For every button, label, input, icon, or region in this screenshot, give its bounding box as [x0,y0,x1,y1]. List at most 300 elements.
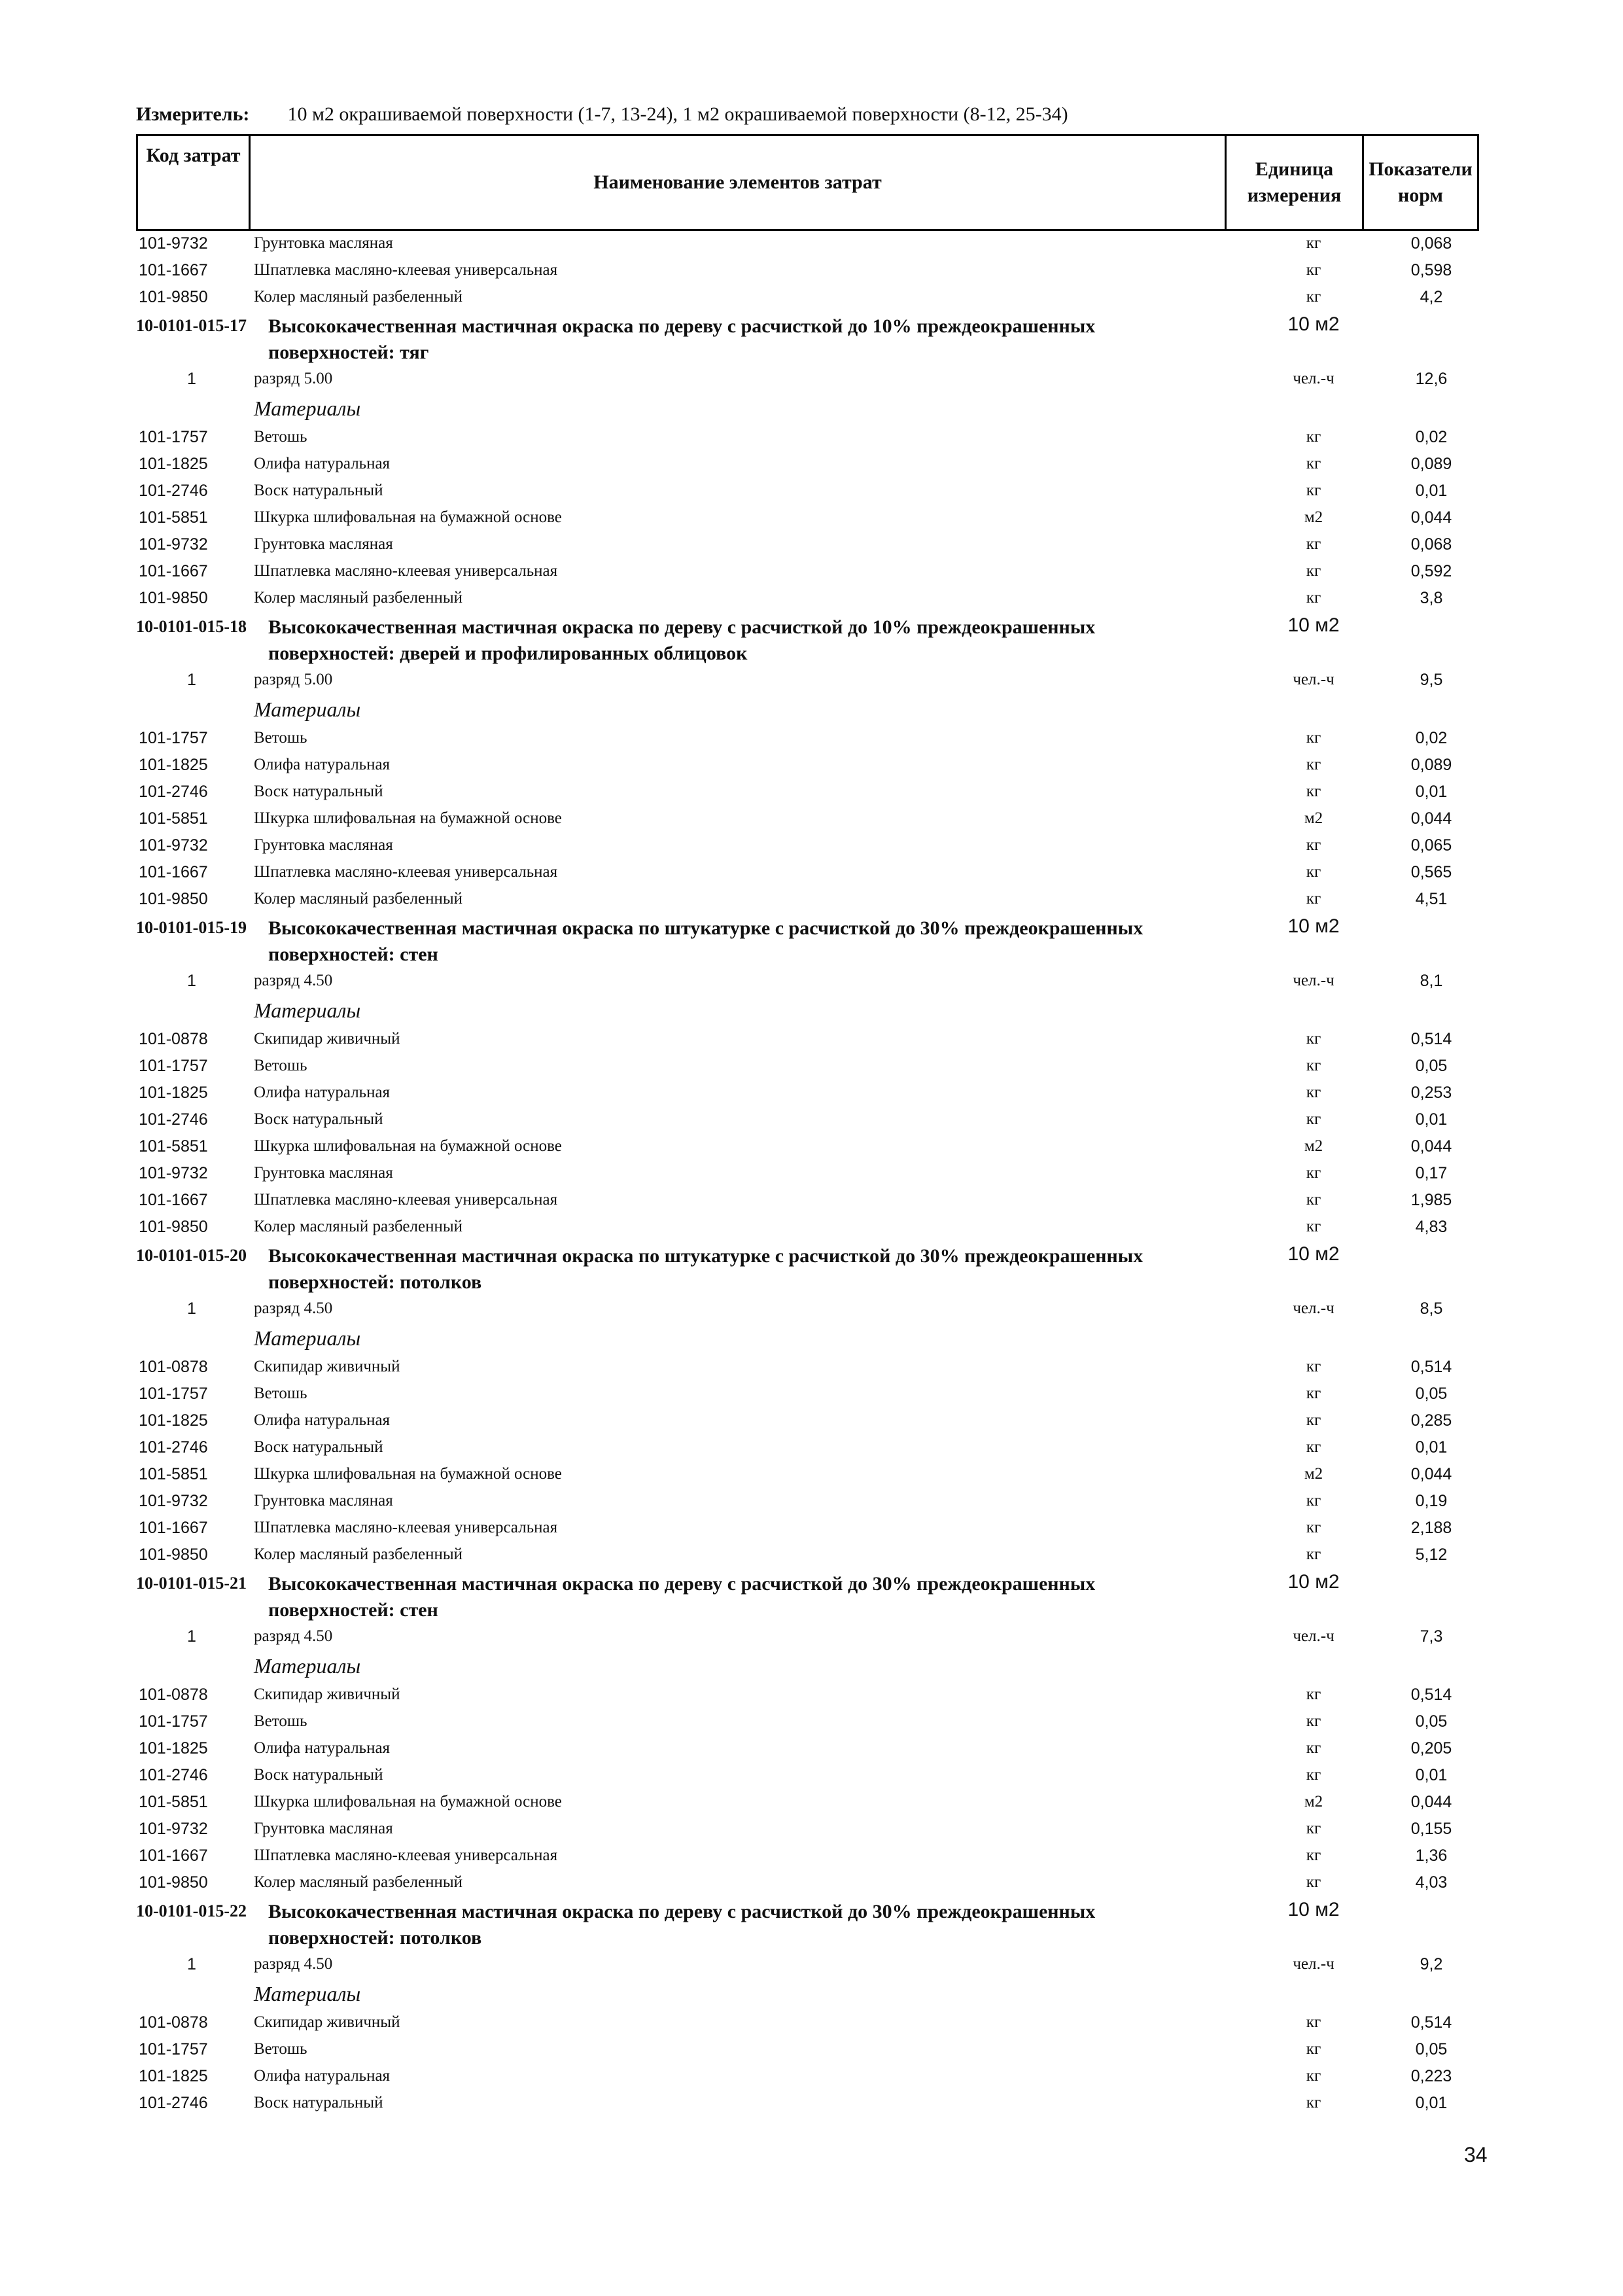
item-name: Воск натуральный [254,2094,383,2111]
item-code: 101-1825 [139,1084,208,1102]
item-name: Скипидар живичный [254,2013,400,2031]
item-norm-value: 0,044 [1410,1793,1452,1811]
item-norm-value: 0,155 [1410,1820,1452,1838]
table-row [136,885,1477,911]
item-name: Шпатлевка масляно-клеевая универсальная [254,261,558,279]
item-norm-value: 0,01 [1415,2094,1448,2112]
item-code: 101-9732 [139,1164,208,1182]
table-row [136,1761,1477,1788]
item-name: Колер масляный разбеленный [254,1218,463,1235]
item-unit: кг [1306,1164,1321,1182]
item-norm-value: 0,17 [1415,1164,1448,1182]
page-number: 34 [1464,2143,1488,2166]
item-norm-value: 0,01 [1415,1438,1448,1457]
item-unit: кг [1306,562,1321,580]
item-norm-value: 2,188 [1410,1519,1452,1537]
materials-heading-row [136,1977,1477,2008]
item-code: 101-9732 [139,1820,208,1838]
item-unit: кг [1306,288,1321,306]
item-norm-value: 0,565 [1410,863,1452,881]
section-unit: 10 м2 [1287,1571,1340,1593]
table-row [136,1788,1477,1814]
table-row [136,1734,1477,1761]
item-unit: чел.-ч [1293,1955,1335,1973]
item-code: 101-2746 [139,2094,208,2112]
item-name: Ветошь [254,1057,307,1074]
table-row [136,1051,1477,1078]
materials-heading: Материалы [254,1654,361,1678]
section-title [268,915,1249,968]
item-unit: кг [1306,1739,1321,1757]
section-unit: 10 м2 [1287,915,1340,937]
table-row [136,831,1477,858]
section-title-line2: поверхностей: потолков [268,1271,482,1293]
item-unit: кг [1306,535,1321,553]
item-norm-value: 0,514 [1410,2013,1452,2032]
item-name: Олифа натуральная [254,2067,391,2085]
item-norm-value: 4,83 [1415,1218,1448,1236]
header-name: Наименование элементов затрат [250,135,1226,230]
materials-heading-row [136,1321,1477,1352]
item-code: 101-1825 [139,1411,208,1430]
header-norm [1363,135,1478,230]
item-unit: кг [1306,1492,1321,1510]
item-unit: кг [1306,234,1321,252]
section-title [268,614,1249,667]
item-norm-value: 0,592 [1410,562,1452,580]
labor-code: 1 [187,1627,196,1646]
section-row [136,1567,1477,1622]
section-row [136,309,1477,364]
item-name: Шкурка шлифовальная на бумажной основе [254,1465,562,1483]
table-row [136,804,1477,831]
item-name: Шкурка шлифовальная на бумажной основе [254,1793,562,1810]
item-unit: кг [1306,589,1321,607]
item-code: 101-1757 [139,428,208,446]
item-name: Ветошь [254,2040,307,2058]
item-unit: чел.-ч [1293,370,1335,387]
item-unit: кг [1306,1545,1321,1563]
item-norm-value: 0,598 [1410,261,1452,279]
item-code: 101-9850 [139,288,208,306]
materials-heading-row [136,391,1477,423]
item-code: 101-0878 [139,1358,208,1376]
item-code: 101-5851 [139,508,208,527]
item-code: 101-9850 [139,1218,208,1236]
table-body [136,229,1477,2115]
table-row [136,751,1477,777]
item-name: Скипидар живичный [254,1686,400,1703]
item-unit: чел.-ч [1293,671,1335,688]
item-norm-value: 0,044 [1410,1465,1452,1483]
item-unit: кг [1306,1411,1321,1429]
item-unit: м2 [1304,1465,1323,1483]
section-unit: 10 м2 [1287,313,1340,335]
item-name: Колер масляный разбеленный [254,288,463,306]
labor-grade: разряд 4.50 [254,1627,333,1645]
item-unit: кг [1306,756,1321,773]
table-row [136,1707,1477,1734]
item-code: 101-5851 [139,1793,208,1811]
section-title-line1: Высококачественная мастичная окраска по дереву с расчисткой до 10% преждеокрашенных [268,315,1096,337]
item-norm-value: 0,01 [1415,783,1448,801]
item-name: Грунтовка масляная [254,1492,393,1510]
item-norm-value: 9,5 [1420,671,1443,689]
item-name: Шкурка шлифовальная на бумажной основе [254,508,562,526]
section-row [136,911,1477,966]
table-header [136,134,1479,231]
table-row [136,1186,1477,1212]
measure-text: 10 м2 окрашиваемой поверхности (1-7, 13-24), 1 м2 окрашиваемой поверхности (8-12, 25-34) [287,103,1068,125]
item-unit: кг [1306,1438,1321,1456]
item-unit: чел.-ч [1293,1627,1335,1645]
item-code: 101-0878 [139,1030,208,1048]
item-name: Воск натуральный [254,1766,383,1784]
section-title [268,313,1249,366]
materials-heading: Материалы [254,998,361,1022]
item-name: Шпатлевка масляно-клеевая универсальная [254,1846,558,1864]
section-unit: 10 м2 [1287,614,1340,636]
item-unit: кг [1306,1519,1321,1536]
item-unit: кг [1306,863,1321,881]
item-unit: кг [1306,1873,1321,1891]
table-row [136,1513,1477,1540]
measure-label: Измеритель: [136,103,250,125]
item-unit: кг [1306,1057,1321,1074]
materials-heading: Материалы [254,1982,361,2005]
item-code: 101-0878 [139,2013,208,2032]
item-name: Олифа натуральная [254,1739,391,1757]
item-code: 101-9732 [139,836,208,855]
item-code: 101-2746 [139,1766,208,1784]
section-code: 10-0101-015-18 [136,617,247,636]
labor-code: 1 [187,671,196,689]
item-name: Шпатлевка масляно-клеевая универсальная [254,1191,558,1209]
section-code: 10-0101-015-20 [136,1246,247,1265]
item-code: 101-1757 [139,2040,208,2058]
table-row [136,423,1477,450]
header-norm-line2: норм [1398,185,1443,206]
table-row [136,1540,1477,1567]
item-code: 101-1667 [139,863,208,881]
labor-grade: разряд 4.50 [254,1955,333,1973]
table-row [136,724,1477,751]
item-unit: кг [1306,1110,1321,1128]
item-name: Олифа натуральная [254,1411,391,1429]
item-unit: кг [1306,2067,1321,2085]
item-unit: кг [1306,1191,1321,1209]
item-code: 101-9732 [139,234,208,253]
item-code: 101-2746 [139,783,208,801]
item-unit: кг [1306,1358,1321,1375]
item-name: Олифа натуральная [254,756,391,773]
item-norm-value: 5,12 [1415,1545,1448,1564]
item-norm-value: 0,05 [1415,1057,1448,1075]
table-row [136,1406,1477,1433]
item-norm-value: 4,51 [1415,890,1448,908]
item-norm-value: 0,285 [1410,1411,1452,1430]
item-norm-value: 8,1 [1420,972,1443,990]
section-row [136,1239,1477,1294]
item-code: 101-1825 [139,455,208,473]
labor-code: 1 [187,1955,196,1973]
item-unit: кг [1306,1030,1321,1048]
section-title-line2: поверхностей: стен [268,1599,438,1621]
item-unit: кг [1306,1084,1321,1101]
item-unit: чел.-ч [1293,972,1335,989]
item-name: Шкурка шлифовальная на бумажной основе [254,809,562,827]
item-norm-value: 0,089 [1410,455,1452,473]
table-row [136,1159,1477,1186]
item-norm-value: 1,36 [1415,1846,1448,1865]
item-name: Ветошь [254,428,307,446]
item-norm-value: 0,205 [1410,1739,1452,1757]
header-norm-line1: Показатели [1369,158,1473,180]
item-norm-value: 12,6 [1415,370,1448,388]
labor-row [136,1950,1477,1977]
labor-code: 1 [187,370,196,388]
item-name: Шкурка шлифовальная на бумажной основе [254,1137,562,1155]
labor-grade: разряд 5.00 [254,370,333,387]
item-name: Грунтовка масляная [254,234,393,252]
item-code: 101-1667 [139,1191,208,1209]
section-title [268,1243,1249,1296]
item-unit: кг [1306,2040,1321,2058]
section-title-line1: Высококачественная мастичная окраска по дереву с расчисткой до 10% преждеокрашенных [268,616,1096,638]
materials-heading-row [136,1649,1477,1680]
item-name: Воск натуральный [254,1438,383,1456]
item-name: Колер масляный разбеленный [254,1873,463,1891]
materials-heading-row [136,692,1477,724]
item-code: 101-1667 [139,1519,208,1537]
item-norm-value: 0,068 [1410,234,1452,253]
table-row [136,1487,1477,1513]
item-norm-value: 0,089 [1410,756,1452,774]
item-norm-value: 0,05 [1415,2040,1448,2058]
header-unit-line2: измерения [1247,185,1342,206]
table-row [136,1433,1477,1460]
item-norm-value: 0,065 [1410,836,1452,855]
table-row [136,1868,1477,1895]
item-code: 101-9850 [139,890,208,908]
item-name: Скипидар живичный [254,1030,400,1048]
item-code: 101-5851 [139,1465,208,1483]
table-row [136,476,1477,503]
table-row [136,1379,1477,1406]
item-norm-value: 1,985 [1410,1191,1452,1209]
table-row [136,1025,1477,1051]
item-code: 101-1825 [139,1739,208,1757]
labor-code: 1 [187,1299,196,1318]
item-name: Грунтовка масляная [254,535,393,553]
item-name: Грунтовка масляная [254,1820,393,1837]
section-code: 10-0101-015-21 [136,1574,247,1593]
section-row [136,610,1477,665]
item-norm-value: 0,514 [1410,1686,1452,1704]
item-norm-value: 0,253 [1410,1084,1452,1102]
section-title [268,1899,1249,1951]
labor-row [136,364,1477,391]
labor-grade: разряд 4.50 [254,1299,333,1317]
item-norm-value: 0,19 [1415,1492,1448,1510]
header-unit [1226,135,1363,230]
section-row [136,1895,1477,1950]
item-name: Воск натуральный [254,482,383,499]
section-code: 10-0101-015-22 [136,1901,247,1920]
labor-grade: разряд 5.00 [254,671,333,688]
item-unit: кг [1306,2094,1321,2111]
table-row [136,1680,1477,1707]
item-unit: кг [1306,729,1321,747]
item-name: Грунтовка масляная [254,836,393,854]
table-row [136,2089,1477,2115]
item-unit: кг [1306,1385,1321,1402]
table-row [136,503,1477,530]
table-row [136,1132,1477,1159]
item-name: Шпатлевка масляно-клеевая универсальная [254,1519,558,1536]
section-title-line2: поверхностей: тяг [268,342,429,363]
item-code: 101-5851 [139,809,208,828]
item-code: 101-1757 [139,1712,208,1731]
item-unit: кг [1306,1766,1321,1784]
item-unit: кг [1306,261,1321,279]
materials-heading-row [136,993,1477,1025]
item-name: Скипидар живичный [254,1358,400,1375]
item-norm-value: 0,02 [1415,729,1448,747]
section-title-line1: Высококачественная мастичная окраска по дереву с расчисткой до 30% преждеокрашенных [268,1901,1096,1922]
section-code: 10-0101-015-17 [136,316,247,335]
item-unit: кг [1306,1218,1321,1235]
item-unit: м2 [1304,809,1323,827]
table-row [136,1078,1477,1105]
section-title-line1: Высококачественная мастичная окраска по дереву с расчисткой до 30% преждеокрашенных [268,1573,1096,1595]
labor-row [136,1294,1477,1321]
item-norm-value: 8,5 [1420,1299,1443,1318]
item-name: Колер масляный разбеленный [254,589,463,607]
item-code: 101-9850 [139,589,208,607]
section-unit: 10 м2 [1287,1243,1340,1265]
item-code: 101-2746 [139,482,208,500]
item-norm-value: 4,03 [1415,1873,1448,1892]
item-name: Колер масляный разбеленный [254,1545,463,1563]
materials-heading: Материалы [254,698,361,721]
item-name: Шпатлевка масляно-клеевая универсальная [254,562,558,580]
table-row [136,1841,1477,1868]
table-row [136,229,1477,256]
table-row [136,858,1477,885]
section-title-line1: Высококачественная мастичная окраска по штукатурке с расчисткой до 30% преждеокрашенных [268,917,1143,939]
item-name: Воск натуральный [254,1110,383,1128]
measure-line [136,103,1068,126]
item-norm-value: 0,01 [1415,482,1448,500]
item-norm-value: 0,514 [1410,1030,1452,1048]
item-code: 101-1667 [139,1846,208,1865]
item-code: 101-2746 [139,1110,208,1129]
item-name: Олифа натуральная [254,1084,391,1101]
item-unit: чел.-ч [1293,1299,1335,1317]
section-title-line1: Высококачественная мастичная окраска по штукатурке с расчисткой до 30% преждеокрашенных [268,1245,1143,1267]
item-name: Колер масляный разбеленный [254,890,463,908]
item-unit: кг [1306,783,1321,800]
item-name: Грунтовка масляная [254,1164,393,1182]
section-code: 10-0101-015-19 [136,918,247,937]
item-norm-value: 0,02 [1415,428,1448,446]
item-unit: кг [1306,836,1321,854]
item-code: 101-9732 [139,1492,208,1510]
item-code: 101-9732 [139,535,208,554]
item-norm-value: 3,8 [1420,589,1443,607]
table-row [136,530,1477,557]
item-norm-value: 9,2 [1420,1955,1443,1973]
item-code: 101-1825 [139,2067,208,2085]
item-name: Ветошь [254,1712,307,1730]
item-name: Олифа натуральная [254,455,391,472]
item-name: Ветошь [254,1385,307,1402]
item-norm-value: 0,01 [1415,1766,1448,1784]
header-unit-line1: Единица [1255,158,1334,180]
item-norm-value: 7,3 [1420,1627,1443,1646]
item-code: 101-5851 [139,1137,208,1156]
table-row [136,557,1477,584]
table-row [136,584,1477,610]
item-norm-value: 0,223 [1410,2067,1452,2085]
item-code: 101-1825 [139,756,208,774]
item-name: Ветошь [254,729,307,747]
item-norm-value: 0,044 [1410,809,1452,828]
item-code: 101-1667 [139,562,208,580]
item-code: 101-1757 [139,729,208,747]
table-row [136,1105,1477,1132]
item-unit: м2 [1304,1793,1323,1810]
labor-row [136,665,1477,692]
item-unit: кг [1306,455,1321,472]
item-norm-value: 0,044 [1410,508,1452,527]
item-code: 101-0878 [139,1686,208,1704]
labor-row [136,966,1477,993]
labor-row [136,1622,1477,1649]
item-code: 101-9850 [139,1873,208,1892]
materials-heading: Материалы [254,397,361,420]
item-name: Шпатлевка масляно-клеевая универсальная [254,863,558,881]
table-row [136,1212,1477,1239]
item-unit: кг [1306,1846,1321,1864]
table-row [136,450,1477,476]
item-unit: кг [1306,428,1321,446]
section-unit: 10 м2 [1287,1899,1340,1920]
item-norm-value: 0,05 [1415,1712,1448,1731]
item-code: 101-2746 [139,1438,208,1457]
table-row [136,1814,1477,1841]
item-code: 101-1757 [139,1385,208,1403]
item-norm-value: 0,044 [1410,1137,1452,1156]
item-unit: кг [1306,1820,1321,1837]
table-row [136,777,1477,804]
table-row [136,283,1477,309]
item-unit: кг [1306,890,1321,908]
item-code: 101-9850 [139,1545,208,1564]
item-norm-value: 0,01 [1415,1110,1448,1129]
item-code: 101-1757 [139,1057,208,1075]
item-code: 101-1667 [139,261,208,279]
table-row [136,2035,1477,2062]
table-row [136,256,1477,283]
labor-grade: разряд 4.50 [254,972,333,989]
item-norm-value: 0,068 [1410,535,1452,554]
section-title-line2: поверхностей: дверей и профилированных облицовок [268,643,748,664]
table-row [136,1460,1477,1487]
item-norm-value: 0,514 [1410,1358,1452,1376]
item-unit: кг [1306,1712,1321,1730]
